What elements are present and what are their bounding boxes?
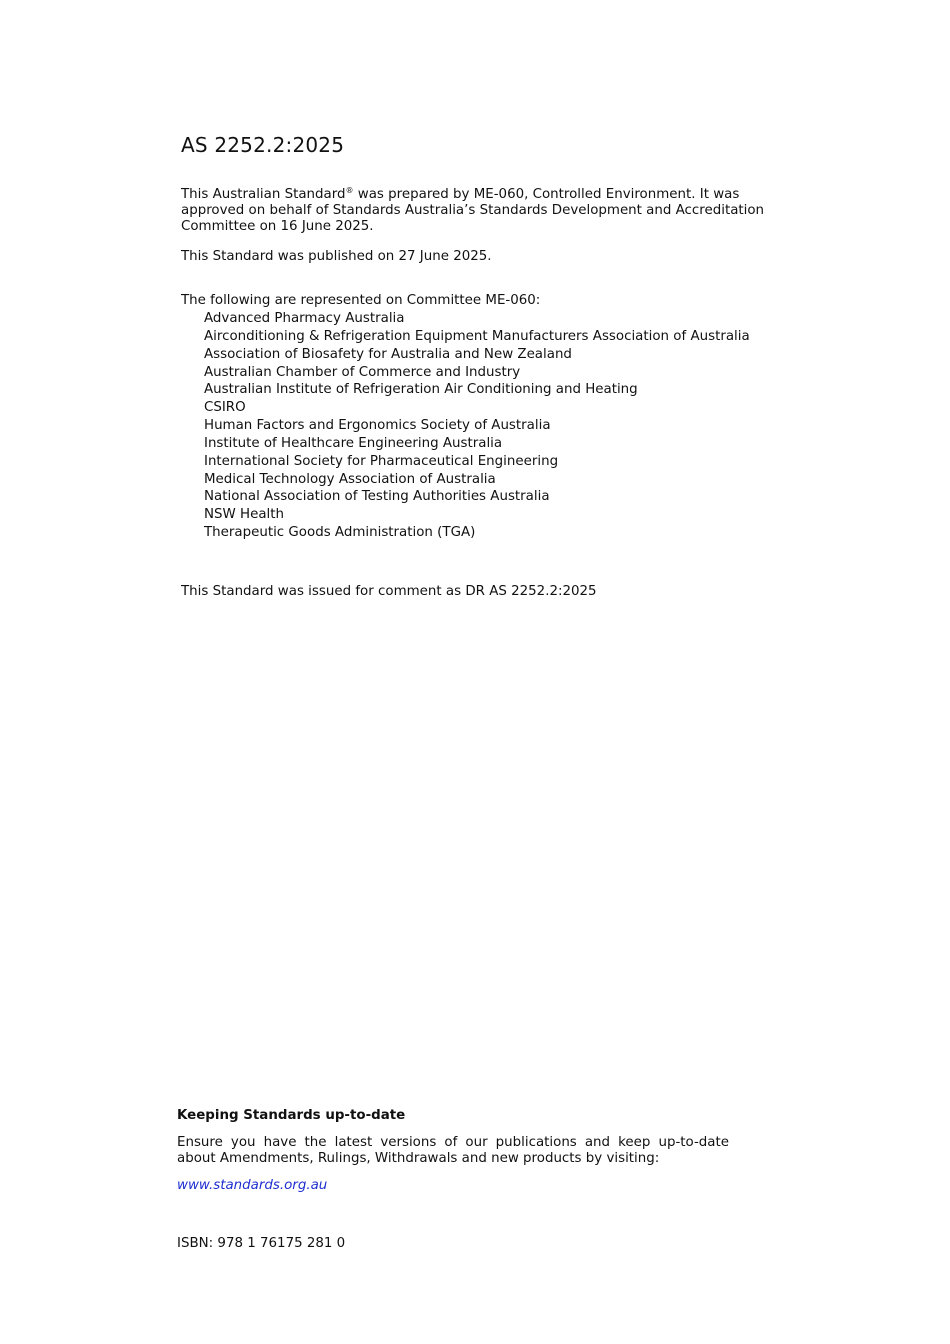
approval-text-start: This Australian Standard [181,187,346,202]
approval-statement [181,187,773,235]
committee-intro: The following are represented on Committee ME-060: [181,293,541,308]
published-statement: This Standard was published on 27 June 2025. [181,249,492,264]
committee-member: National Association of Testing Authorities Australia [204,489,550,505]
document-id: AS 2252.2:2025 [181,133,345,157]
committee-member: International Society for Pharmaceutical Engineering [204,453,559,469]
standards-website-link[interactable]: www.standards.org.au [177,1178,328,1193]
committee-member: Institute of Healthcare Engineering Australia [204,435,503,451]
committee-member: Association of Biosafety for Australia and New Zealand [204,346,572,362]
committee-member: Australian Chamber of Commerce and Industry [204,364,521,380]
approval-text-end: was prepared by ME-060, Controlled Environment. It was approved on behalf of Standards Australia’s Standards Development and Accreditation Committee on 16 June 2025. [181,187,765,234]
committee-member: Airconditioning & Refrigeration Equipment Manufacturers Association of Australia [204,328,750,344]
committee-member: Medical Technology Association of Australia [204,471,496,487]
committee-member: Australian Institute of Refrigeration Air Conditioning and Heating [204,382,638,398]
committee-member: Human Factors and Ergonomics Society of Australia [204,418,551,434]
isbn: ISBN: 978 1 76175 281 0 [177,1236,346,1251]
committee-member: CSIRO [204,400,246,416]
footer-heading: Keeping Standards up-to-date [177,1108,406,1123]
issued-for-comment-statement: This Standard was issued for comment as DR AS 2252.2:2025 [181,584,597,599]
committee-member: NSW Health [204,507,284,523]
registered-mark: ® [345,186,354,195]
footer-text: Ensure you have the latest versions of our publications and keep up-to-date about Amendments, Rulings, Withdrawals and new products by visiting: [177,1135,729,1166]
committee-member: Advanced Pharmacy Australia [204,311,405,326]
committee-member: Therapeutic Goods Administration (TGA) [204,525,476,541]
committee-member-list [204,311,750,543]
